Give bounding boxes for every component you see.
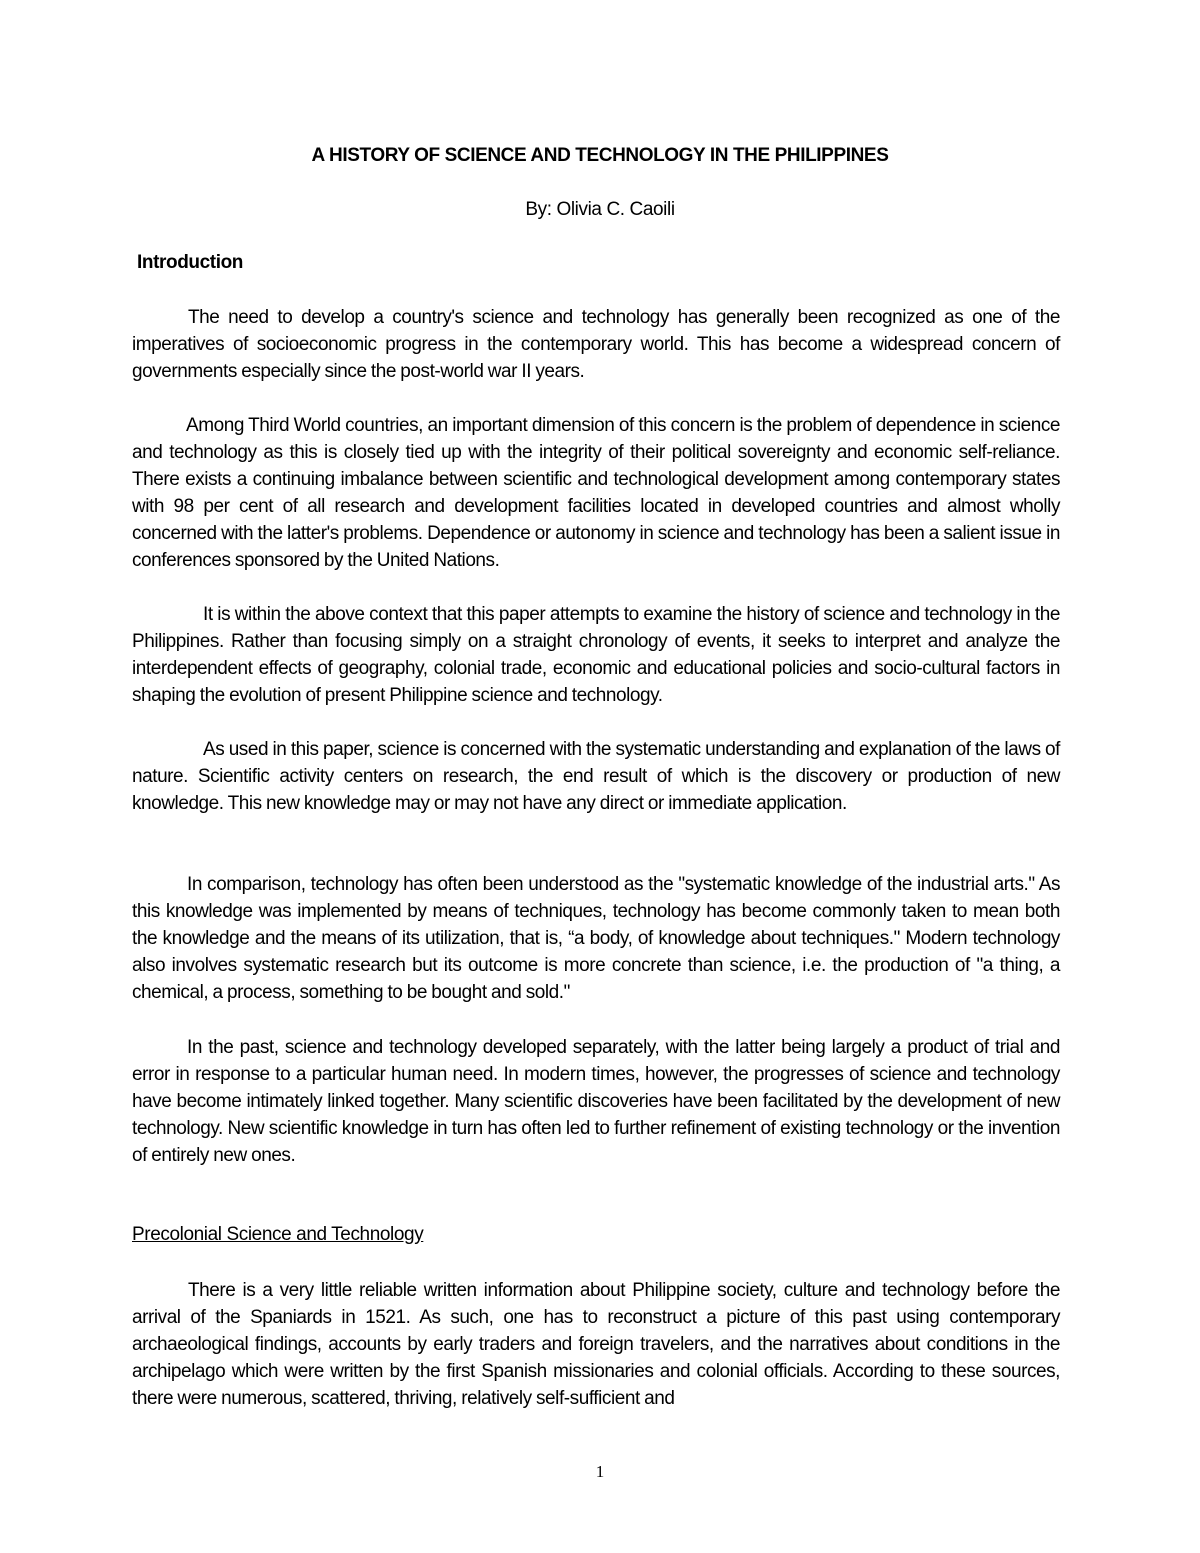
paragraph: The need to develop a country's science and technology has generally been recognized as one of the imperatives of socioeconomic progress in the contemporary world. This has become a widespread concern of governments especially since the post-world war II years. — [132, 307, 1060, 382]
paragraph: As used in this paper, science is concerned with the systematic understanding and explanation of the laws of nature. Scientific activity centers on research, the end result of which is the discovery or production of new knowledge. This new knowledge may or may not have any direct or immediate application. — [132, 739, 1060, 814]
paragraph: In the past, science and technology developed separately, with the latter being largely a product of trial and error in response to a particular human need. In modern times, however, the progresses of science and technology have become intimately linked together. Many scientific discoveries have been facilitated by the development of new technology. New scientific knowledge in turn has often led to further refinement of existing technology or the invention of entirely new ones. — [132, 1037, 1060, 1166]
document-title: A HISTORY OF SCIENCE AND TECHNOLOGY IN THE PHILIPPINES — [311, 145, 889, 166]
introduction-heading: Introduction — [137, 252, 244, 273]
paragraph: There is a very little reliable written information about Philippine society, culture and technology before the arrival of the Spaniards in 1521. As such, one has to reconstruct a picture of this past using contemporary archaeological findings, accounts by early traders and foreign travelers, and the narratives about conditions in the archipelago which were written by the first Spanish missionaries and colonial officials. According to these sources, there were numerous, scattered, thriving, relatively self-sufficient and — [132, 1280, 1060, 1409]
section-heading-precolonial: Precolonial Science and Technology — [132, 1224, 424, 1245]
author-byline: By: Olivia C. Caoili — [525, 199, 675, 220]
paragraph: Among Third World countries, an important dimension of this concern is the problem of dependence in science and technology as this is closely tied up with the integrity of their political sovereignty and economic self-reliance. There exists a continuing imbalance between scientific and technological development among contemporary states with 98 per cent of all research and development facilities located in developed countries and almost wholly concerned with the latter's problems. Dependence or autonomy in science and technology has been a salient issue in conferences sponsored by the United Nations. — [132, 415, 1060, 571]
paragraph: In comparison, technology has often been understood as the "systematic knowledge of the industrial arts." As this knowledge was implemented by means of techniques, technology has become commonly taken to mean both the knowledge and the means of its utilization, that is, “a body, of knowledge about techniques." Modern technology also involves systematic research but its outcome is more concrete than science, i.e. the production of "a thing, a chemical, a process, something to be bought and sold." — [132, 874, 1060, 1003]
paragraph: It is within the above context that this paper attempts to examine the history of science and technology in the Philippines. Rather than focusing simply on a straight chronology of events, it seeks to interpret and analyze the interdependent effects of geography, colonial trade, economic and educational policies and socio-cultural factors in shaping the evolution of present Philippine science and technology. — [132, 604, 1060, 706]
page-number: 1 — [595, 1462, 605, 1481]
